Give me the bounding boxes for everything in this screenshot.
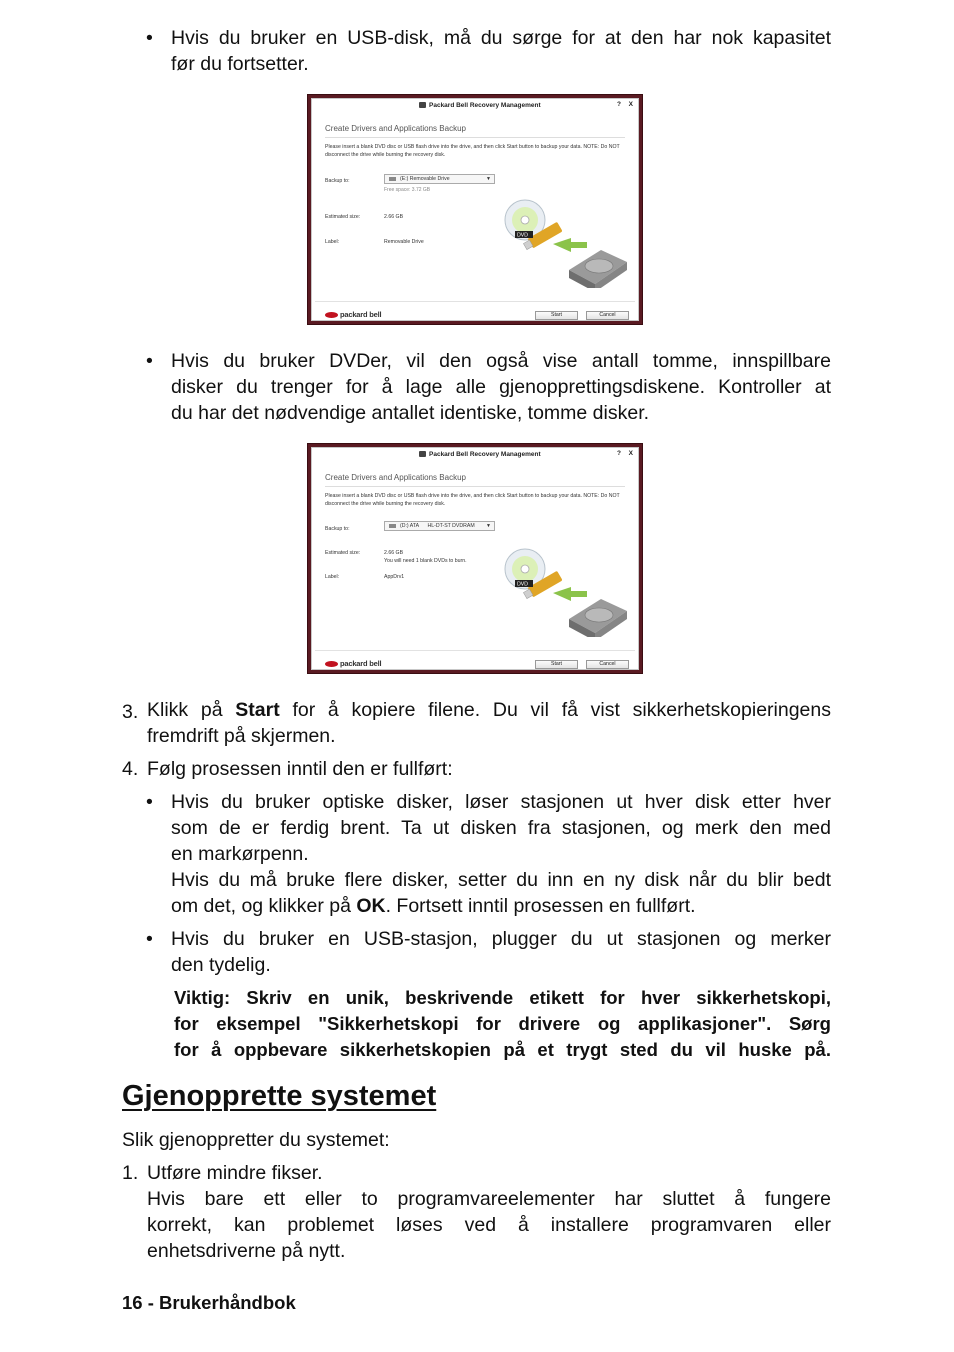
bullet-line: før du fortsetter. (171, 53, 309, 75)
backup-to-label: Backup to: (325, 178, 350, 184)
window-titlebar (311, 447, 639, 463)
step-line: enhetsdriverne på nytt. (147, 1240, 346, 1262)
bullet-line: Hvis du bruker en USB-disk, må du sørge for at den har nok kapasitet (171, 27, 831, 49)
dialog-instructions: Please insert a blank DVD disc or USB flash drive into the drive, and then click Start button to backup your data. NOTE: Do NOT disconnect the drive while burning the recovery disk. (325, 144, 620, 158)
bullet-marker: • (146, 791, 153, 813)
free-space: Free space: 3.72 GB (384, 187, 431, 193)
bullet-line: Hvis du bruker en USB-stasjon, plugger du ut stasjonen og merker (171, 928, 831, 950)
brand-logo: packard bell (325, 310, 381, 319)
drive-icon (389, 177, 396, 181)
bullet-line: disker du trenger for å lage alle gjenopprettingsdiskene. Kontroller at (171, 376, 831, 398)
bullet-line: Hvis du må bruke flere disker, setter du inn en ny disk når du blir bedt (171, 869, 831, 891)
recovery-window (311, 447, 639, 670)
bullet-line: Hvis du bruker optiske disker, løser stasjonen ut hver disk etter hver (171, 791, 831, 813)
chevron-down-icon: ▼ (486, 523, 491, 529)
packard-bell-logo-icon (325, 661, 338, 667)
start-button[interactable]: Start (535, 311, 578, 320)
bullet-line: Hvis du bruker DVDer, vil den også vise antall tomme, innspillbare (171, 350, 831, 372)
start-keyword: Start (235, 699, 280, 721)
bullet-line: den tydelig. (171, 954, 271, 976)
backup-to-select[interactable] (384, 174, 495, 184)
bullet-line: som de er ferdig brent. Ta ut disken fra stasjonen, og merk den med (171, 817, 831, 839)
step-line: Klikk på Start for å kopiere filene. Du vil få vist sikkerhetskopieringens (147, 699, 831, 721)
divider (325, 486, 625, 487)
divider (325, 137, 625, 138)
start-button[interactable]: Start (535, 660, 578, 669)
step-line: korrekt, kan problemet løses ved å installere programvaren eller (147, 1214, 831, 1236)
footer-divider (315, 650, 635, 651)
estimated-size-note: You will need 1 blank DVDs to burn. (384, 558, 467, 564)
chevron-down-icon: ▼ (486, 176, 491, 182)
label-value: AppDrv1 (384, 574, 405, 580)
backup-to-select[interactable] (384, 521, 495, 531)
cancel-button[interactable]: Cancel (586, 311, 629, 320)
screenshot-usb-backup (307, 94, 643, 325)
step-number: 3. (122, 701, 139, 723)
window-title: Packard Bell Recovery Management (429, 102, 541, 109)
dialog-heading: Create Drivers and Applications Backup (325, 124, 466, 133)
step-title: Utføre mindre fikser. (147, 1162, 323, 1184)
note-line: for eksempel "Sikkerhetskopi for drivere og applikasjoner". Sørg (174, 1013, 831, 1034)
section-title: Gjenopprette systemet (122, 1080, 437, 1112)
estimated-size-value: 2.66 GB (384, 214, 404, 220)
backup-to-label: Backup to: (325, 526, 350, 532)
bullet-marker: • (146, 27, 153, 49)
label-label: Label: (325, 239, 340, 245)
recovery-window (311, 98, 639, 321)
page-footer: 16 - Brukerhåndbok (122, 1292, 296, 1313)
dialog-heading: Create Drivers and Applications Backup (325, 473, 466, 482)
cancel-button[interactable]: Cancel (586, 660, 629, 669)
backup-to-value: (D:) ATA HL-DT-ST DVDRAM (400, 523, 475, 529)
dvd-badge: DVD (517, 581, 529, 588)
help-button[interactable]: ? (617, 101, 621, 108)
ok-keyword: OK (356, 895, 386, 917)
dvd-badge: DVD (517, 232, 529, 239)
step-line: Hvis bare ett eller to programvareelementer har sluttet å fungere (147, 1188, 831, 1210)
estimated-size-label: Estimated size: (325, 214, 361, 220)
close-button[interactable]: X (628, 101, 633, 108)
help-button[interactable]: ? (617, 450, 621, 457)
screenshot-dvd-backup (307, 443, 643, 674)
backup-to-value: (E:) Removable Drive (400, 176, 450, 182)
bullet-marker: • (146, 350, 153, 372)
backup-illustration-icon (501, 198, 631, 288)
step-text: Følg prosessen inntil den er fullført: (147, 758, 453, 780)
packard-bell-logo-icon (325, 312, 338, 318)
bullet-marker: • (146, 928, 153, 950)
step-number: 1. (122, 1162, 139, 1184)
app-logo-icon (419, 102, 426, 108)
intro-text: Slik gjenoppretter du systemet: (122, 1129, 390, 1151)
dialog-instructions: Please insert a blank DVD disc or USB flash drive into the drive, and then click Start button to backup your data. NOTE: Do NOT disconnect the drive while burning the recovery disk. (325, 493, 620, 507)
close-button[interactable]: X (628, 450, 633, 457)
backup-illustration-icon (501, 547, 631, 637)
label-label: Label: (325, 574, 340, 580)
bullet-line: en markørpenn. (171, 843, 309, 865)
window-title: Packard Bell Recovery Management (429, 451, 541, 458)
drive-icon (389, 524, 396, 528)
label-value: Removable Drive (384, 239, 424, 245)
important-note (174, 985, 831, 1063)
app-logo-icon (419, 451, 426, 457)
brand-logo: packard bell (325, 659, 381, 668)
estimated-size-label: Estimated size: (325, 550, 361, 556)
step-line: fremdrift på skjermen. (147, 725, 336, 747)
note-line: Viktig: Skriv en unik, beskrivende etikett for hver sikkerhetskopi, (174, 987, 831, 1008)
bullet-line: om det, og klikker på OK. Fortsett inntil prosessen en fullført. (171, 895, 696, 917)
footer-divider (315, 301, 635, 302)
bullet-line: du har det nødvendige antallet identiske, tomme disker. (171, 402, 650, 424)
window-titlebar (311, 98, 639, 114)
note-line: for å oppbevare sikkerhetskopien på et trygt sted du vil huske på. (174, 1039, 831, 1060)
estimated-size-value: 2.66 GB (384, 550, 404, 556)
step-number: 4. (122, 758, 139, 780)
